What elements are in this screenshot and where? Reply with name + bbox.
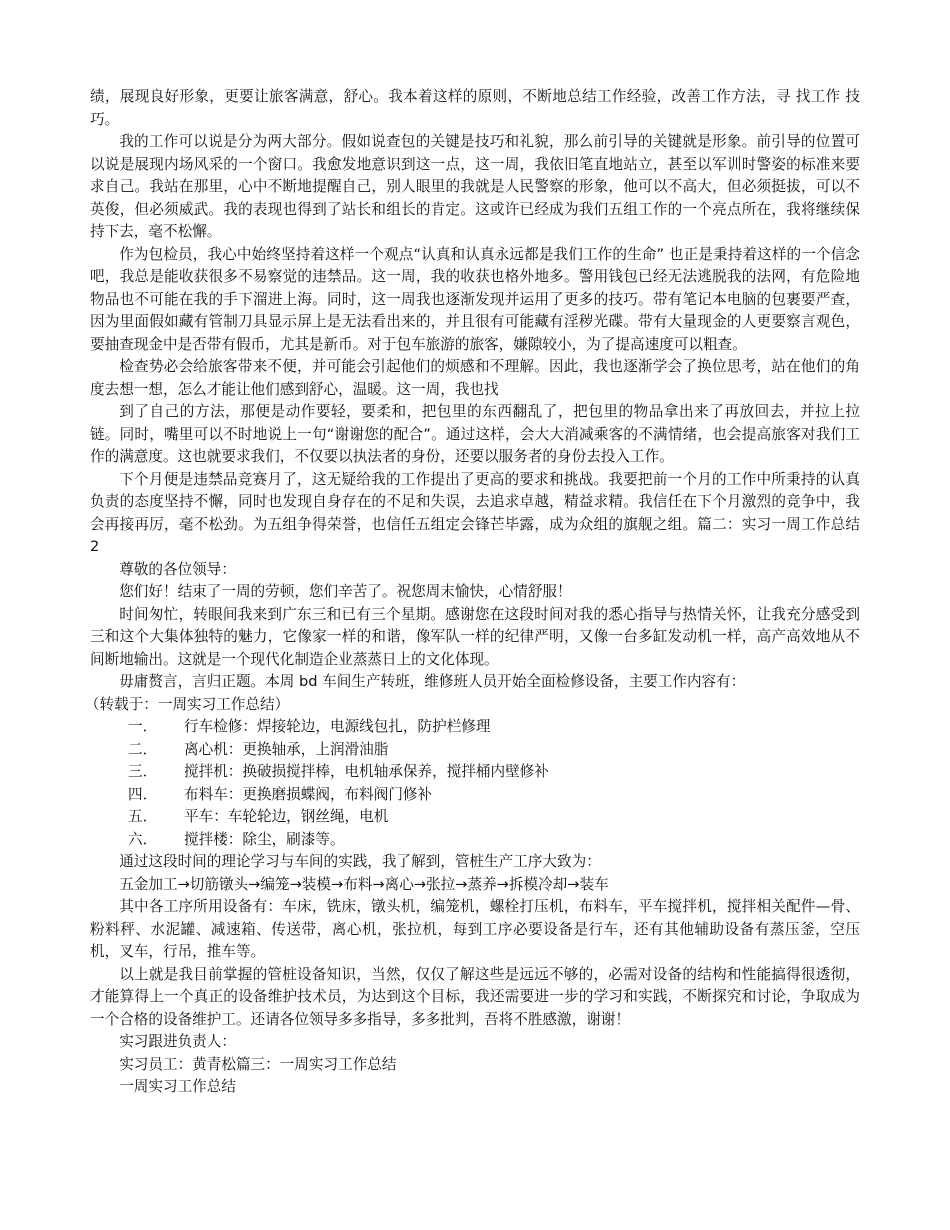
paragraph: 通过这段时间的理论学习与车间的实践，我了解到，管桩生产工序大致为： <box>119 853 601 870</box>
paragraph: 我的工作可以说是分为两大部分。假如说查包的关键是技巧和礼貌，那么前引导的关键就是形象。前引导的位置可以说是展现内场风采的一个窗口。我愈发地意识到这一点，这一周，我依旧笔直地站立，甚至以军训时警姿的标准来要求自己。我站在那里，心中不断地提醒自己，别人眼里的我就是人民警察的形象，他可以不高大，但必须挺拔，可以不英俊，但必须威武。我的表现也得到了站长和组长的肯定。这或许已经成为我们五组工作的一个亮点所在，我将继续保持下去，毫不松懈。 <box>90 133 860 240</box>
list-number: 四． <box>128 785 158 803</box>
paragraph: 毋庸赘言，言归正题。本周 bd 车间生产转班，维修班人员开始全面检修设备，主要工作内容有： <box>119 673 746 690</box>
section-title: 一周实习工作总结 <box>119 1078 236 1095</box>
list-number: 三． <box>128 763 158 780</box>
employee-line: 实习员工：黄青松篇三：一周实习工作总结 <box>119 1055 397 1073</box>
paragraph: 到了自己的方法，那便是动作要轻，要柔和，把包里的东西翻乱了，把包里的物品拿出来了再放回去，并拉上拉链。同时，嘴里可以不时地说上一句“谢谢您的配合”。通过这样，会大大消减乘客的不满情绪，也会提高旅客对我们工作的满意度。这也就要求我们，不仅要以执法者的身份，还要以服务者的身份去投入工作。 <box>90 403 860 465</box>
greeting: 您们好！结束了一周的劳顿，您们辛苦了。祝您周末愉快，心情舒服！ <box>119 583 572 600</box>
list-text: 行车检修：焊接轮边，电源线包扎，防护栏修理 <box>184 718 491 735</box>
list-item <box>90 761 860 784</box>
list-text: 搅拌楼：除尘，刷漆等。 <box>184 830 345 848</box>
list-number: 一． <box>128 718 158 735</box>
list-text: 布料车：更换磨损蝶阀，布料阀门修补 <box>184 785 433 803</box>
supervisor-line: 实习跟进负责人： <box>119 1033 236 1050</box>
list-number: 五． <box>128 808 158 825</box>
process-flow: 五金加工→切筋镦头→编笼→装模→布料→离心→张拉→蒸养→拆模冷却→装车 <box>119 875 609 893</box>
paragraph: 以上就是我目前掌握的管桩设备知识，当然，仅仅了解这些是远远不够的，必需对设备的结构和性能搞得很透彻，才能算得上一个真正的设备维护技术员，为达到这个目标，我还需要进一步的学习和实践，不断探究和讨论，争取成为一个合格的设备维护工。还请各位领导多多指导，多多批判，吾将不胜感激，谢谢！ <box>90 965 860 1028</box>
document-page <box>84 86 860 1099</box>
source-note: （转载于：一周实习工作总结） <box>84 695 290 713</box>
list-item <box>90 806 860 829</box>
list-item <box>90 829 860 852</box>
list-text: 搅拌机：换破损搅拌棒，电机轴承保养，搅拌桶内壁修补 <box>184 763 549 780</box>
salutation: 尊敬的各位领导： <box>119 560 236 578</box>
work-items-list <box>90 716 860 851</box>
paragraph: 绩，展现良好形象，更要让旅客满意，舒心。我本着这样的原则，不断地总结工作经验，改善工作方法，寻 找工作 技巧。 <box>90 88 860 128</box>
list-text: 平车：车轮轮边，钢丝绳，电机 <box>184 808 389 825</box>
paragraph: 下个月便是违禁品竞赛月了，这无疑给我的工作提出了更高的要求和挑战。我要把前一个月的工作中所秉持的认真负责的态度坚持不懈，同时也发现自身存在的不足和失误，去追求卓越，精益求精。我信任在下个月激烈的竞争中，我会再接再厉，毫不松劲。为五组争得荣誉，也信任五组定会锋芒毕露，成为众组的旗舰之组。篇二：实习一周工作总结 2 <box>90 470 860 555</box>
paragraph: 时间匆忙，转眼间我来到广东三和已有三个星期。感谢您在这段时间对我的悉心指导与热情关怀，让我充分感受到三和这个大集体独特的魅力，它像家一样的和谐，像军队一样的纪律严明，又像一台多缸发动机一样，高产高效地从不间断地输出。这就是一个现代化制造企业蒸蒸日上的文化体现。 <box>90 605 860 668</box>
list-text: 离心机：更换轴承，上润滑油脂 <box>184 740 389 758</box>
list-number: 二． <box>128 740 158 758</box>
list-item <box>90 716 860 739</box>
list-item <box>90 739 860 762</box>
list-item <box>90 784 860 807</box>
list-number: 六． <box>128 830 158 848</box>
paragraph: 检查势必会给旅客带来不便，并可能会引起他们的烦感和不理解。因此，我也逐渐学会了换位思考，站在他们的角度去想一想，怎么才能让他们感到舒心，温暖。这一周，我也找 <box>90 358 860 398</box>
paragraph: 作为包检员，我心中始终坚持着这样一个观点“认真和认真永远都是我们工作的生命” 也正是秉持着这样的一个信念吧，我总是能收获很多不易察觉的违禁品。这一周，我的收获也格外地多。警用钱包已经无法逃脱我的法网，有危险地物品也不可能在我的手下溜进上海。同时，这一周我也逐渐发现并运用了更多的技巧。带有笔记本电脑的包裹要严查，因为里面假如藏有管制刀具显示屏上是无法看出来的，并且很有可能藏有淫秽光碟。带有大量现金的人更要察言观色，要抽查现金中是否带有假币，尤其是新币。对于包车旅游的旅客，嫌隙较小，为了提高速度可以粗查。 <box>90 245 860 353</box>
paragraph: 其中各工序所用设备有：车床，铣床，镦头机，编笼机，螺栓打压机，布料车，平车搅拌机，搅拌相关配件—骨、粉料秤、水泥罐、减速箱、传送带，离心机，张拉机，每到工序必要设备是行车，还有其他辅助设备有蒸压釜，空压机，叉车，行吊，推车等。 <box>90 898 860 960</box>
